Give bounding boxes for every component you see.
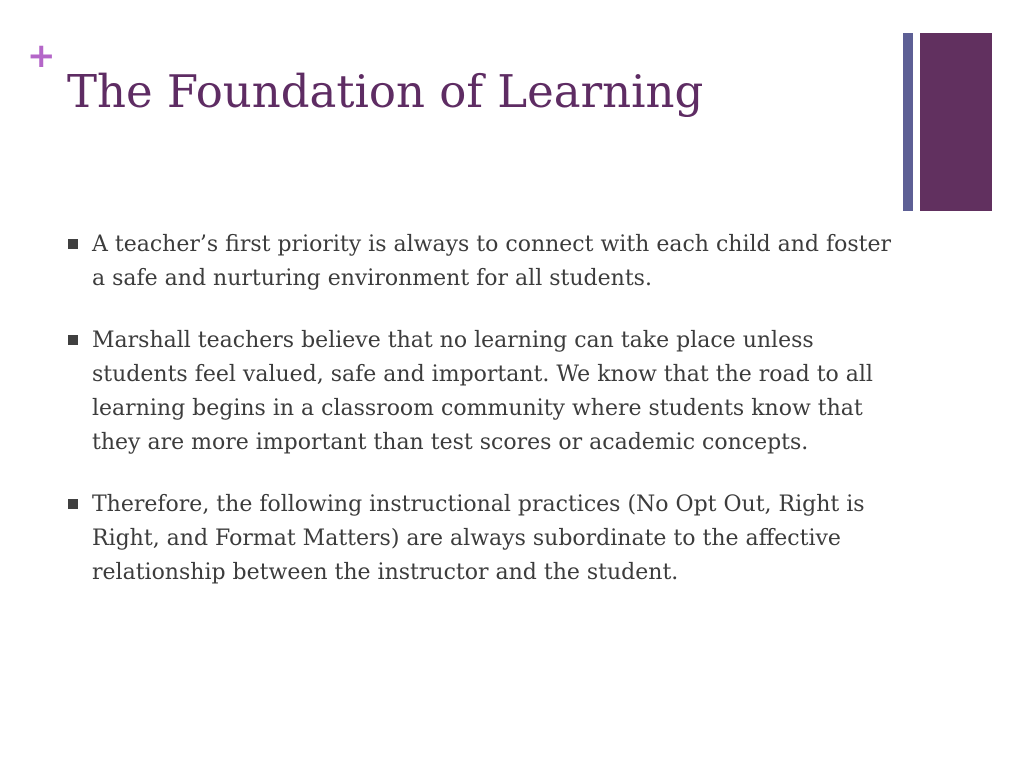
plus-icon: + xyxy=(27,36,56,76)
bullet-text: Therefore, the following instructional practices (No Opt Out, Right is Right, and Format Matters) are always subordinate to the affective relationship between the instructor and the student. xyxy=(92,492,865,585)
bullet-item xyxy=(68,488,898,590)
bullet-item xyxy=(68,228,898,296)
bullet-item xyxy=(68,324,898,460)
decorative-bar-thick xyxy=(920,33,992,211)
bullet-list xyxy=(68,228,898,618)
bullet-square-icon xyxy=(68,499,78,509)
bullet-text: A teacher’s first priority is always to connect with each child and foster a safe and nurturing environment for all students. xyxy=(92,232,892,291)
slide-title: The Foundation of Learning xyxy=(67,65,704,118)
bullet-text: Marshall teachers believe that no learning can take place unless students feel valued, safe and important. We know that the road to all learning begins in a classroom community where students know that they are more important than test scores or academic concepts. xyxy=(92,328,873,455)
bullet-square-icon xyxy=(68,239,78,249)
decorative-bar-thin xyxy=(903,33,913,211)
bullet-square-icon xyxy=(68,335,78,345)
